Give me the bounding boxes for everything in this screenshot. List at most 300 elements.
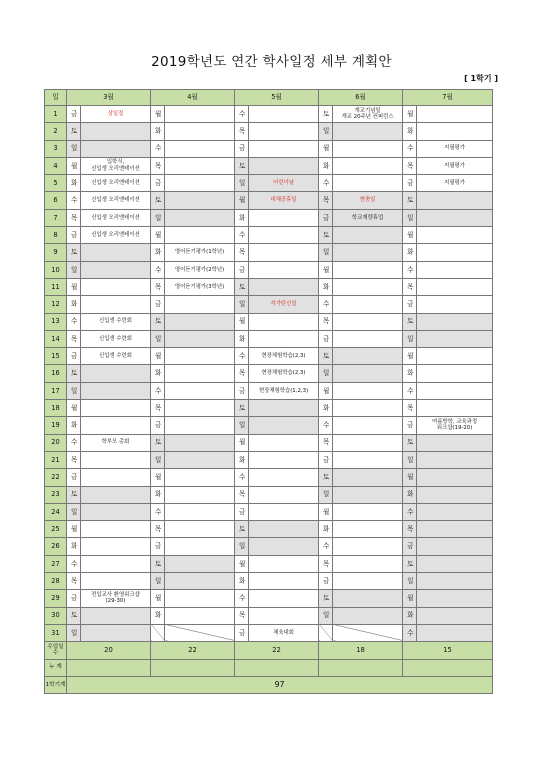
event-cell: 신입생 수련회: [81, 313, 151, 330]
weekday-cell: 금: [235, 503, 249, 520]
weekday-cell: 금: [235, 382, 249, 399]
weekday-cell: 수: [319, 175, 333, 192]
table-row: [45, 469, 493, 486]
event-cell: [81, 244, 151, 261]
event-cell: 신입생 수련회: [81, 330, 151, 347]
weekday-cell: 금: [403, 417, 417, 434]
day-number: 1: [45, 106, 67, 123]
event-cell: [81, 365, 151, 382]
table-row: [45, 503, 493, 520]
weekday-cell: 월: [151, 469, 165, 486]
event-cell: [333, 313, 403, 330]
weekday-cell: 화: [319, 157, 333, 174]
cumulative-cell: [403, 659, 493, 676]
weekday-cell: 토: [67, 486, 81, 503]
event-cell: 개교기념일 개교 20주년 컨퍼런스: [333, 106, 403, 123]
weekday-cell: 수: [403, 503, 417, 520]
event-cell: [249, 486, 319, 503]
weekday-cell: 화: [319, 278, 333, 295]
event-cell: [417, 624, 493, 641]
event-cell: [333, 434, 403, 451]
event-cell: [333, 503, 403, 520]
weekday-cell: 화: [151, 244, 165, 261]
table-row: [45, 624, 493, 641]
weekday-cell: 수: [67, 555, 81, 572]
event-cell: [249, 607, 319, 624]
event-cell: 어린이날: [249, 175, 319, 192]
weekday-cell: 화: [319, 400, 333, 417]
weekday-cell: 금: [319, 451, 333, 468]
weekday-cell: 목: [67, 330, 81, 347]
event-cell: [333, 123, 403, 140]
weekday-cell: 일: [67, 140, 81, 157]
event-cell: [249, 123, 319, 140]
day-number: 29: [45, 590, 67, 607]
event-cell: 석가탄신일: [249, 296, 319, 313]
event-cell: [417, 244, 493, 261]
event-cell: [81, 451, 151, 468]
event-cell: [81, 624, 151, 641]
weekday-cell: 수: [67, 192, 81, 209]
weekday-cell: 목: [151, 157, 165, 174]
event-cell: 신입생 오리엔테이션: [81, 192, 151, 209]
table-row: [45, 296, 493, 313]
day-number: 23: [45, 486, 67, 503]
event-cell: [81, 400, 151, 417]
weekday-cell: 화: [67, 417, 81, 434]
event-cell: [417, 348, 493, 365]
weekday-cell: 월: [319, 503, 333, 520]
event-cell: [165, 400, 235, 417]
weekday-cell: [319, 624, 333, 641]
day-number: 20: [45, 434, 67, 451]
event-cell: 대체공휴일: [249, 192, 319, 209]
event-cell: [249, 417, 319, 434]
day-number: 11: [45, 278, 67, 295]
table-row: [45, 330, 493, 347]
table-row: [45, 590, 493, 607]
event-cell: 현충일: [333, 192, 403, 209]
weekday-cell: 월: [235, 434, 249, 451]
day-number: 16: [45, 365, 67, 382]
event-cell: [249, 244, 319, 261]
weekday-cell: 토: [319, 469, 333, 486]
event-cell: [417, 573, 493, 590]
event-cell: [417, 313, 493, 330]
semester-total-value: 97: [67, 676, 493, 693]
event-cell: 현장체험학습(1,2,3): [249, 382, 319, 399]
weekday-cell: 일: [235, 175, 249, 192]
table-row: [45, 313, 493, 330]
weekday-cell: 일: [151, 451, 165, 468]
event-cell: 신입생 수련회: [81, 348, 151, 365]
table-row: [45, 209, 493, 226]
event-cell: [417, 123, 493, 140]
cumulative-row: [45, 659, 493, 676]
school-days-label: 수업일수: [45, 642, 67, 659]
event-cell: [165, 330, 235, 347]
weekday-cell: 목: [319, 192, 333, 209]
table-row: [45, 417, 493, 434]
event-cell: [417, 538, 493, 555]
weekday-cell: 일: [67, 503, 81, 520]
weekday-cell: 목: [403, 157, 417, 174]
weekday-cell: 수: [235, 227, 249, 244]
event-cell: [81, 521, 151, 538]
event-cell: [249, 157, 319, 174]
event-cell: 영어듣기평가(1학년): [165, 244, 235, 261]
weekday-cell: 월: [235, 192, 249, 209]
event-cell: [333, 157, 403, 174]
event-cell: [249, 538, 319, 555]
weekday-cell: 수: [403, 140, 417, 157]
cumulative-cell: [319, 659, 403, 676]
weekday-cell: 목: [319, 555, 333, 572]
day-number: 12: [45, 296, 67, 313]
event-cell: [417, 227, 493, 244]
weekday-cell: 금: [319, 209, 333, 226]
event-cell: [249, 521, 319, 538]
event-cell: 현장체험학습(2,3): [249, 365, 319, 382]
weekday-cell: 토: [403, 555, 417, 572]
event-cell: [165, 157, 235, 174]
weekday-cell: 월: [319, 140, 333, 157]
event-cell: [81, 417, 151, 434]
weekday-cell: 화: [235, 573, 249, 590]
month-header-june: 6월: [319, 90, 403, 106]
day-number: 19: [45, 417, 67, 434]
event-cell: [417, 469, 493, 486]
event-cell: [165, 538, 235, 555]
event-cell: 영어듣기평가(2학년): [165, 261, 235, 278]
event-cell: [417, 607, 493, 624]
weekday-cell: 화: [67, 296, 81, 313]
weekday-cell: 금: [235, 624, 249, 641]
table-row: [45, 278, 493, 295]
weekday-cell: 목: [235, 607, 249, 624]
event-cell: [417, 521, 493, 538]
weekday-cell: 일: [319, 365, 333, 382]
weekday-cell: 화: [67, 175, 81, 192]
table-row: [45, 555, 493, 572]
weekday-cell: 토: [319, 590, 333, 607]
event-cell: [165, 590, 235, 607]
weekday-cell: 월: [403, 469, 417, 486]
event-cell: [417, 261, 493, 278]
table-row: [45, 106, 493, 123]
event-cell: [81, 261, 151, 278]
event-cell: 신입생 오리엔테이션: [81, 227, 151, 244]
weekday-cell: 월: [67, 521, 81, 538]
weekday-cell: 일: [319, 607, 333, 624]
event-cell: [81, 278, 151, 295]
event-cell: [249, 503, 319, 520]
event-cell: 지필평가: [417, 140, 493, 157]
semester-total-row: [45, 676, 493, 693]
weekday-cell: 토: [403, 434, 417, 451]
event-cell: [165, 296, 235, 313]
event-cell: [165, 140, 235, 157]
event-cell: [165, 209, 235, 226]
event-cell: [165, 106, 235, 123]
event-cell: [249, 140, 319, 157]
weekday-cell: 일: [403, 209, 417, 226]
weekday-cell: 일: [403, 330, 417, 347]
event-cell: [249, 106, 319, 123]
weekday-cell: 토: [403, 313, 417, 330]
weekday-cell: 목: [67, 451, 81, 468]
event-cell: [333, 330, 403, 347]
table-row: [45, 365, 493, 382]
event-cell: [333, 365, 403, 382]
event-cell: [333, 400, 403, 417]
day-number: 10: [45, 261, 67, 278]
weekday-cell: 월: [151, 590, 165, 607]
weekday-cell: 목: [151, 400, 165, 417]
weekday-cell: 토: [151, 555, 165, 572]
event-cell: [333, 486, 403, 503]
event-cell: [165, 469, 235, 486]
weekday-cell: 월: [403, 590, 417, 607]
day-number: 26: [45, 538, 67, 555]
day-column-header: 일: [45, 90, 67, 106]
weekday-cell: 화: [235, 330, 249, 347]
weekday-cell: 수: [151, 503, 165, 520]
month-header-july: 7월: [403, 90, 493, 106]
day-number: 30: [45, 607, 67, 624]
weekday-cell: 토: [67, 123, 81, 140]
weekday-cell: 금: [151, 175, 165, 192]
weekday-cell: 월: [151, 348, 165, 365]
day-number: 2: [45, 123, 67, 140]
day-number: 25: [45, 521, 67, 538]
event-cell: [165, 503, 235, 520]
event-cell: 신입생 오리엔테이션: [81, 209, 151, 226]
event-cell: [81, 296, 151, 313]
school-days-row: [45, 642, 493, 659]
day-number: 4: [45, 157, 67, 174]
school-days-count: 18: [319, 642, 403, 659]
event-cell: [165, 607, 235, 624]
weekday-cell: 월: [235, 313, 249, 330]
event-cell: [165, 313, 235, 330]
weekday-cell: 수: [151, 140, 165, 157]
event-cell: [165, 175, 235, 192]
weekday-cell: 목: [403, 400, 417, 417]
weekday-cell: 금: [403, 175, 417, 192]
weekday-cell: 일: [319, 244, 333, 261]
event-cell: [417, 192, 493, 209]
weekday-cell: 화: [235, 451, 249, 468]
day-number: 3: [45, 140, 67, 157]
weekday-cell: 일: [235, 417, 249, 434]
weekday-cell: 목: [235, 365, 249, 382]
event-cell: [165, 382, 235, 399]
weekday-cell: 목: [235, 123, 249, 140]
event-cell: [333, 590, 403, 607]
weekday-cell: 일: [67, 624, 81, 641]
weekday-cell: 화: [403, 365, 417, 382]
weekday-cell: 화: [151, 365, 165, 382]
day-number: 17: [45, 382, 67, 399]
event-cell: [417, 451, 493, 468]
academic-calendar-table: [44, 89, 493, 694]
weekday-cell: 토: [151, 313, 165, 330]
weekday-cell: 화: [403, 123, 417, 140]
weekday-cell: 일: [319, 486, 333, 503]
event-cell: [417, 555, 493, 572]
cumulative-label: 누 계: [45, 659, 67, 676]
weekday-cell: 금: [151, 538, 165, 555]
weekday-cell: 월: [151, 227, 165, 244]
weekday-cell: 화: [151, 607, 165, 624]
event-cell: [81, 469, 151, 486]
day-number: 6: [45, 192, 67, 209]
weekday-cell: 화: [403, 486, 417, 503]
event-cell: [249, 313, 319, 330]
weekday-cell: 수: [151, 261, 165, 278]
weekday-cell: 목: [67, 209, 81, 226]
weekday-cell: 금: [67, 469, 81, 486]
weekday-cell: 수: [235, 590, 249, 607]
school-days-count: 22: [151, 642, 235, 659]
event-cell: [165, 573, 235, 590]
day-number: 22: [45, 469, 67, 486]
event-cell: 입학식, 신입생 오리엔테이션: [81, 157, 151, 174]
event-cell: [81, 607, 151, 624]
event-cell: [81, 538, 151, 555]
day-number: 28: [45, 573, 67, 590]
weekday-cell: 금: [403, 538, 417, 555]
weekday-cell: 토: [67, 244, 81, 261]
event-cell: [333, 607, 403, 624]
weekday-cell: 수: [403, 382, 417, 399]
weekday-cell: 금: [319, 330, 333, 347]
day-number: 5: [45, 175, 67, 192]
weekday-cell: 월: [319, 382, 333, 399]
event-cell: 현장체험학습(2,3): [249, 348, 319, 365]
event-cell: [333, 227, 403, 244]
event-cell: [417, 209, 493, 226]
event-cell: [333, 244, 403, 261]
weekday-cell: 금: [319, 573, 333, 590]
weekday-cell: 금: [235, 261, 249, 278]
event-cell: 신입생 오리엔테이션: [81, 175, 151, 192]
event-cell: [417, 330, 493, 347]
weekday-cell: 금: [67, 106, 81, 123]
event-cell: [249, 434, 319, 451]
weekday-cell: 금: [67, 348, 81, 365]
event-cell: 여름방학, 교육과정 워크샵(19-20): [417, 417, 493, 434]
weekday-cell: 수: [319, 538, 333, 555]
weekday-cell: 화: [403, 607, 417, 624]
event-cell: [81, 382, 151, 399]
weekday-cell: 수: [319, 296, 333, 313]
table-row: [45, 607, 493, 624]
weekday-cell: 화: [319, 521, 333, 538]
cumulative-cell: [151, 659, 235, 676]
table-row: [45, 157, 493, 174]
event-cell: [333, 555, 403, 572]
weekday-cell: 수: [403, 624, 417, 641]
table-row: [45, 261, 493, 278]
weekday-cell: 금: [235, 140, 249, 157]
weekday-cell: 월: [151, 106, 165, 123]
event-cell: [417, 365, 493, 382]
table-row: [45, 573, 493, 590]
weekday-cell: 수: [67, 313, 81, 330]
event-cell: 지필평가: [417, 175, 493, 192]
school-days-count: 20: [67, 642, 151, 659]
event-cell: [333, 469, 403, 486]
weekday-cell: 금: [67, 227, 81, 244]
weekday-cell: 수: [235, 469, 249, 486]
month-header-may: 5월: [235, 90, 319, 106]
weekday-cell: 수: [235, 106, 249, 123]
weekday-cell: 일: [151, 209, 165, 226]
weekday-cell: 화: [235, 209, 249, 226]
weekday-cell: 토: [67, 365, 81, 382]
event-cell: [81, 555, 151, 572]
event-cell: [333, 624, 403, 641]
event-cell: [417, 590, 493, 607]
event-cell: [333, 451, 403, 468]
weekday-cell: 수: [67, 434, 81, 451]
event-cell: [333, 573, 403, 590]
table-row: [45, 140, 493, 157]
weekday-cell: 목: [235, 486, 249, 503]
weekday-cell: 월: [67, 157, 81, 174]
event-cell: [333, 261, 403, 278]
table-row: [45, 227, 493, 244]
event-cell: [333, 348, 403, 365]
table-row: [45, 521, 493, 538]
weekday-cell: 목: [319, 434, 333, 451]
event-cell: [333, 140, 403, 157]
table-row: [45, 192, 493, 209]
cumulative-cell: [67, 659, 151, 676]
weekday-cell: 수: [403, 261, 417, 278]
table-row: [45, 348, 493, 365]
weekday-cell: 일: [67, 382, 81, 399]
weekday-cell: 토: [235, 278, 249, 295]
table-row: [45, 382, 493, 399]
weekday-cell: 금: [151, 296, 165, 313]
event-cell: [81, 486, 151, 503]
event-cell: [333, 521, 403, 538]
day-number: 21: [45, 451, 67, 468]
event-cell: [333, 278, 403, 295]
event-cell: [249, 209, 319, 226]
weekday-cell: 화: [151, 123, 165, 140]
weekday-cell: 토: [319, 348, 333, 365]
weekday-cell: 일: [403, 451, 417, 468]
table-row: [45, 538, 493, 555]
event-cell: [249, 261, 319, 278]
table-row: [45, 400, 493, 417]
month-header-april: 4월: [151, 90, 235, 106]
event-cell: [165, 486, 235, 503]
day-number: 27: [45, 555, 67, 572]
event-cell: [81, 140, 151, 157]
event-cell: [417, 106, 493, 123]
day-number: 14: [45, 330, 67, 347]
weekday-cell: 토: [319, 106, 333, 123]
school-days-count: 22: [235, 642, 319, 659]
event-cell: [417, 486, 493, 503]
weekday-cell: 월: [67, 400, 81, 417]
event-cell: [165, 624, 235, 641]
